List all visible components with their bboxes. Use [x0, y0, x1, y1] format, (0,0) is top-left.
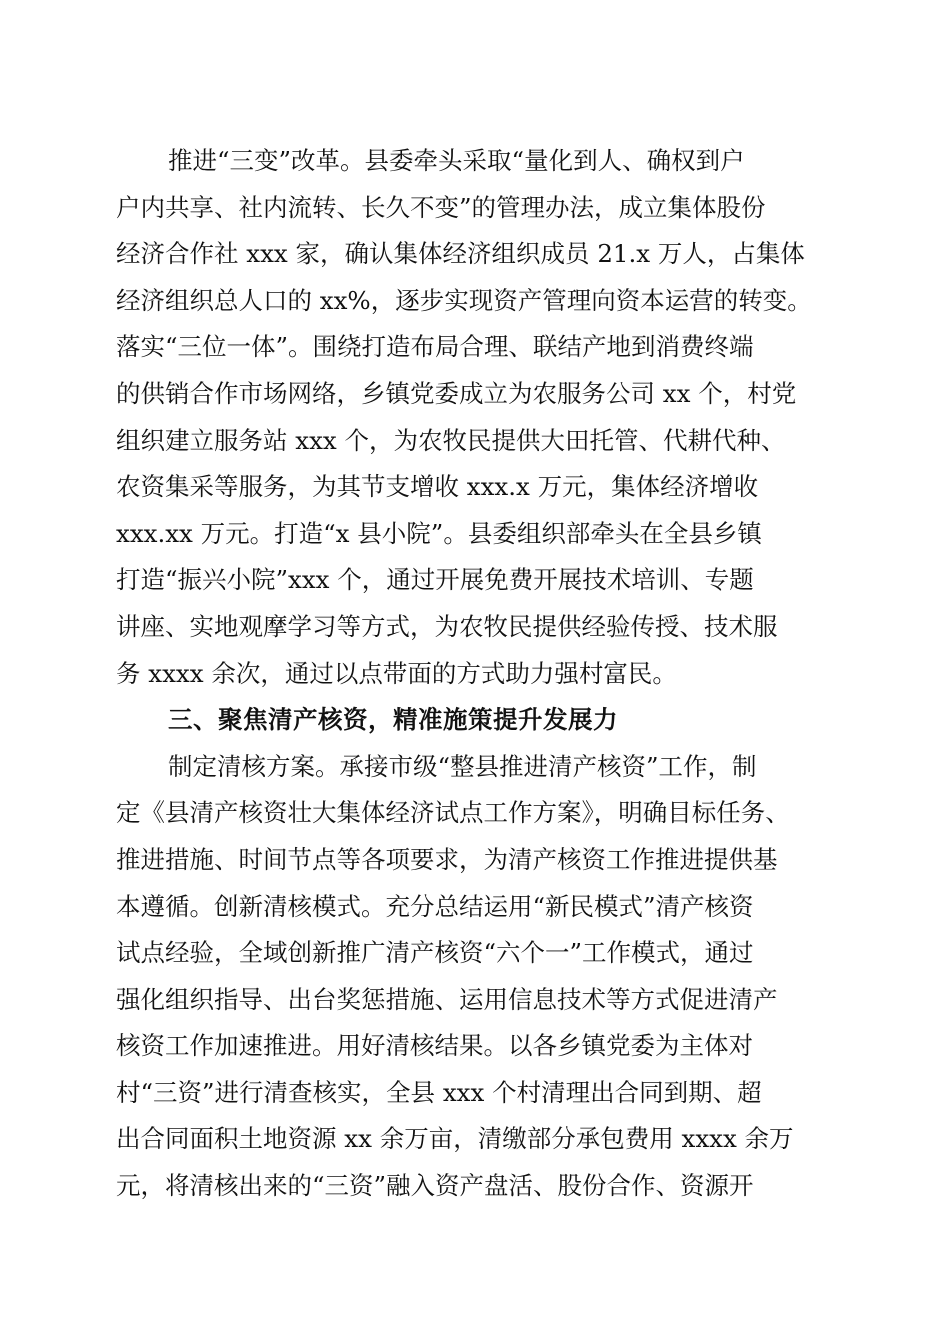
paragraph-line: 农资集采等服务，为其节支增收 xxx.x 万元，集体经济增收: [116, 472, 759, 502]
paragraph-line: 务 xxxx 余次，通过以点带面的方式助力强村富民。: [116, 658, 677, 688]
paragraph-line: 经济合作社 xxx 家，确认集体经济组织成员 21.x 万人，占集体: [116, 239, 805, 269]
paragraph-line: 定《县清产核资壮大集体经济试点工作方案》，明确目标任务、: [116, 798, 790, 828]
paragraph-line: 村“三资”进行清查核实，全县 xxx 个村清理出合同到期、超: [116, 1077, 762, 1107]
document-body: [116, 138, 836, 1210]
paragraph-line: 制定清核方案。承接市级“整县推进清产核资”工作，制: [168, 751, 757, 781]
paragraph-line: 推进“三变”改革。县委牵头采取“量化到人、确权到户: [168, 146, 745, 175]
paragraph-line: 落实“三位一体”。围绕打造布局合理、联结产地到消费终端: [116, 332, 754, 362]
paragraph-line: 讲座、实地观摩学习等方式，为农牧民提供经验传授、技术服: [116, 611, 778, 641]
paragraph-line: 核资工作加速推进。用好清核结果。以各乡镇党委为主体对: [116, 1031, 753, 1061]
paragraph-line: 推进措施、时间节点等各项要求，为清产核资工作推进提供基: [116, 844, 778, 874]
section-heading: 三、聚焦清产核资，精准施策提升发展力: [168, 705, 618, 735]
paragraph-line: 打造“振兴小院”xxx 个，通过开展免费开展技术培训、专题: [116, 565, 754, 595]
paragraph-line: 本遵循。创新清核模式。充分总结运用“新民模式”清产核资: [116, 891, 754, 921]
paragraph-line: 经济组织总人口的 xx%，逐步实现资产管理向资本运营的转变。: [116, 285, 812, 315]
paragraph-line: 户内共享、社内流转、长久不变”的管理办法，成立集体股份: [116, 192, 766, 222]
paragraph-line: 强化组织指导、出台奖惩措施、运用信息技术等方式促进清产: [116, 984, 778, 1014]
paragraph-line: 组织建立服务站 xxx 个，为农牧民提供大田托管、代耕代种、: [116, 425, 786, 455]
paragraph-line: 的供销合作市场网络，乡镇党委成立为农服务公司 xx 个，村党: [116, 378, 797, 408]
paragraph-line: 元，将清核出来的“三资”融入资产盘活、股份合作、资源开: [116, 1171, 754, 1201]
paragraph-line: 出合同面积土地资源 xx 余万亩，清缴部分承包费用 xxxx 余万: [116, 1124, 794, 1154]
paragraph-line: xxx.xx 万元。打造“x 县小院”。县委组织部牵头在全县乡镇: [116, 518, 762, 548]
paragraph-line: 试点经验，全域创新推广清产核资“六个一”工作模式，通过: [116, 938, 754, 968]
